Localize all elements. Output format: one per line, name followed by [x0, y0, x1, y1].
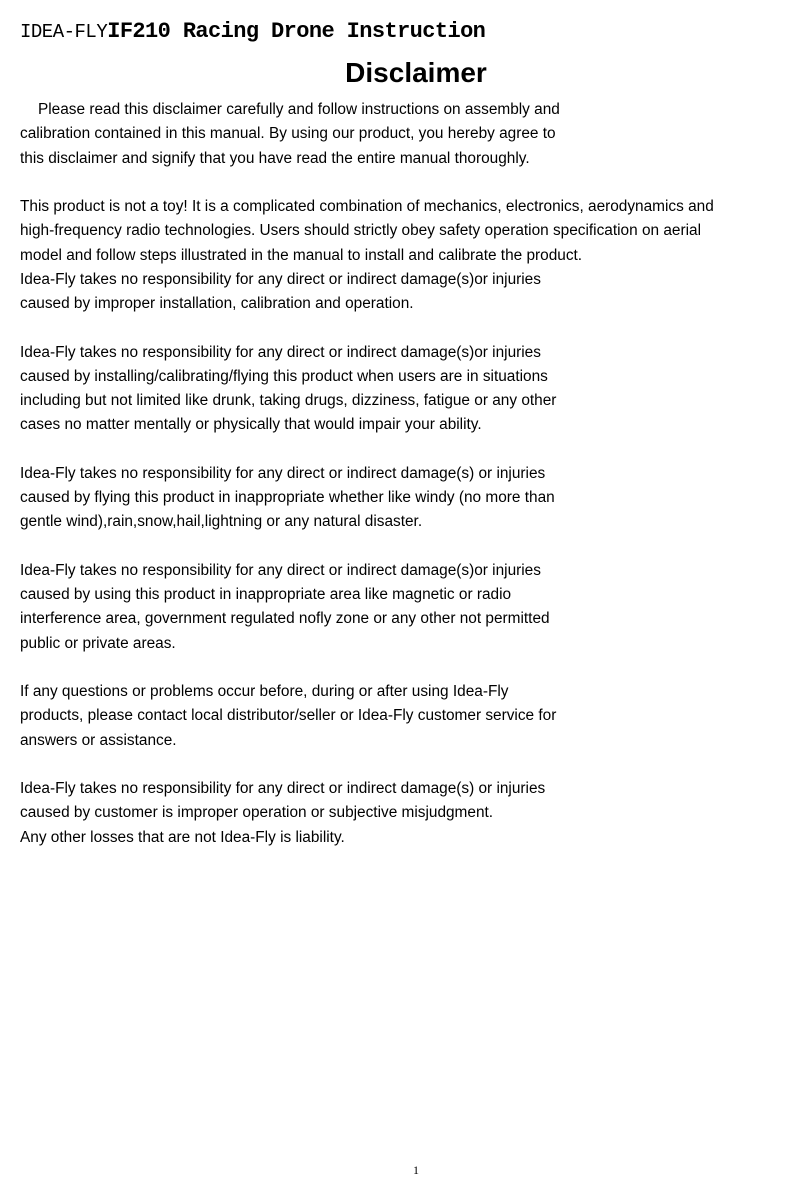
text-line: including but not limited like drunk, taking drugs, dizziness, fatigue or any other: [20, 392, 557, 409]
text-line: caused by flying this product in inappropriate whether like windy (no more than: [20, 489, 555, 506]
text-line: public or private areas.: [20, 634, 176, 652]
text-line: If any questions or problems occur before, during or after using Idea-Fly: [20, 683, 509, 700]
paragraph-intro: [20, 98, 795, 171]
text-line: Idea-Fly takes no responsibility for any direct or indirect damage(s)or injuries: [20, 561, 541, 579]
page-title: Disclaimer: [345, 57, 487, 88]
text-line: model and follow steps illustrated in the manual to install and calibrate the product.: [20, 246, 583, 264]
text-line: products, please contact local distributor/seller or Idea-Fly customer service for: [20, 707, 557, 725]
text-line: calibration contained in this manual. By using our product, you hereby agree to: [20, 125, 556, 143]
text-line: This product is not a toy! It is a complicated combination of mechanics, electronics, aerodynamics and: [20, 198, 714, 215]
text-line: answers or assistance.: [20, 731, 177, 749]
text-line: caused by customer is improper operation or subjective misjudgment.: [20, 804, 494, 822]
text-line: Idea-Fly takes no responsibility for any direct or indirect damage(s) or injuries: [20, 780, 546, 797]
text-line: Idea-Fly takes no responsibility for any direct or indirect damage(s)or injuries: [20, 270, 541, 288]
text-line: caused by improper installation, calibration and operation.: [20, 295, 414, 312]
paragraph-impairment: [20, 341, 795, 438]
document-header: [20, 18, 485, 47]
page-number: 1: [413, 1163, 419, 1177]
brand-name: IDEA-FLY: [20, 21, 108, 43]
disclaimer-body: [20, 98, 795, 874]
paragraph-contact: [20, 680, 795, 753]
paragraph-weather: [20, 462, 795, 535]
text-line: Idea-Fly takes no responsibility for any direct or indirect damage(s) or injuries: [20, 464, 546, 482]
text-line: cases no matter mentally or physically that would impair your ability.: [20, 416, 482, 434]
paragraph-area: [20, 559, 795, 656]
text-line: Please read this disclaimer carefully and follow instructions on assembly and: [38, 101, 560, 118]
text-line: high-frequency radio technologies. Users should strictly obey safety operation specification on aerial: [20, 222, 701, 240]
text-line: interference area, government regulated nofly zone or any other not permitted: [20, 610, 550, 628]
text-line: Any other losses that are not Idea-Fly is liability.: [20, 828, 345, 846]
text-line: gentle wind),rain,snow,hail,lightning or any natural disaster.: [20, 513, 423, 531]
document-heading: IF210 Racing Drone Instruction: [107, 19, 486, 44]
text-line: Idea-Fly takes no responsibility for any direct or indirect damage(s)or injuries: [20, 343, 541, 361]
paragraph-not-a-toy: [20, 195, 795, 316]
paragraph-liability: [20, 777, 795, 850]
text-line: caused by using this product in inappropriate area like magnetic or radio: [20, 586, 512, 603]
text-line: caused by installing/calibrating/flying this product when users are in situations: [20, 367, 548, 385]
text-line: this disclaimer and signify that you have read the entire manual thoroughly.: [20, 149, 530, 167]
